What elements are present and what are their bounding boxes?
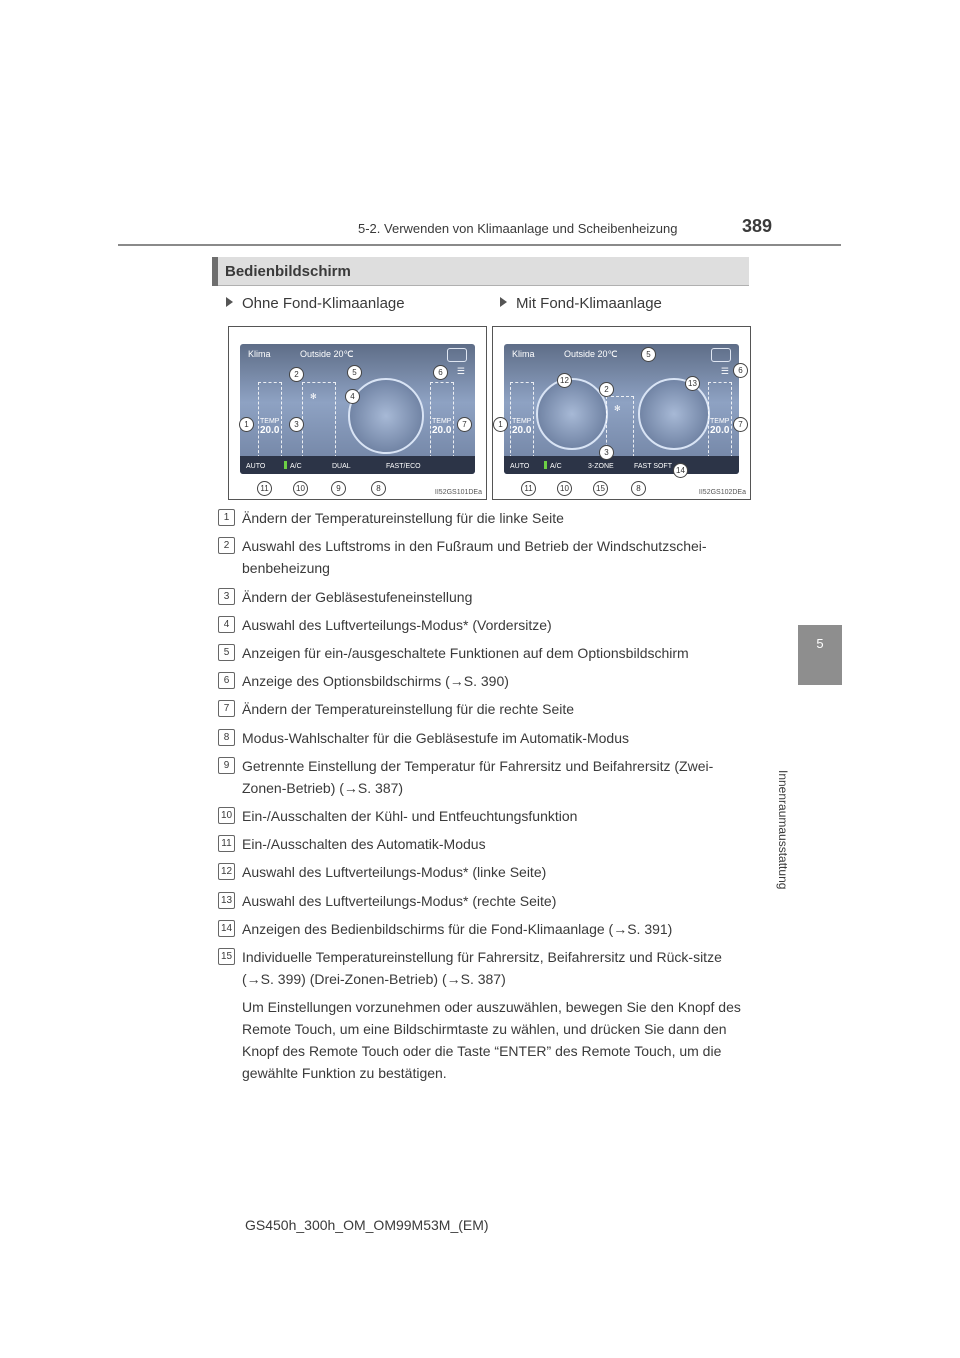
item-number-4: 4 (218, 616, 235, 633)
item-number-3: 3 (218, 588, 235, 605)
callout-8: 8 (371, 481, 386, 496)
ac-button: A/C (544, 461, 562, 470)
screen-title: Klima (248, 349, 271, 359)
temp-right-display: TEMP 20.0 (432, 418, 452, 436)
callout-11: 11 (257, 481, 272, 496)
callout-8: 8 (631, 481, 646, 496)
callout-7: 7 (733, 417, 748, 432)
item-number-11: 11 (218, 835, 235, 852)
chapter-tab (798, 625, 842, 685)
ac-button: A/C (284, 461, 302, 470)
item-text-11: Ein-/Ausschalten des Automatik-Modus (242, 836, 486, 852)
climate-screen (240, 344, 475, 474)
item-number-2: 2 (218, 537, 235, 554)
outside-temp: Outside 20℃ (300, 349, 354, 359)
item-number-9: 9 (218, 757, 235, 774)
item-text-7: Ändern der Temperatureinstellung für die rechte Seite (242, 701, 575, 717)
item-text-1: Ändern der Temperatureinstellung für die linke Seite (242, 510, 564, 526)
item-text-12: Auswahl des Luftverteilungs-Modus* (linke Seite) (242, 864, 547, 880)
callout-1: 1 (239, 417, 254, 432)
callout-5: 5 (347, 365, 362, 380)
screen-title: Klima (512, 349, 535, 359)
callout-15: 15 (593, 481, 608, 496)
callout-6: 6 (433, 365, 448, 380)
figure-climate-screen-2 (492, 326, 751, 500)
button-bar (240, 456, 475, 474)
callout-1: 1 (493, 417, 508, 432)
airflow-dial (348, 378, 424, 454)
options-list-icon: ☰ (456, 366, 465, 376)
callout-13: 13 (685, 376, 700, 391)
climate-screen (504, 344, 739, 474)
airflow-dial-right (638, 378, 710, 450)
callout-5: 5 (641, 347, 656, 362)
fast-soft-button: FAST SOFT (634, 463, 672, 470)
item-number-14: 14 (218, 920, 235, 937)
button-bar (504, 456, 739, 474)
three-zone-button: 3-ZONE (588, 463, 614, 470)
item-text-8: Modus-Wahlschalter für die Gebläsestufe im Automatik-Modus (242, 730, 629, 746)
callout-11: 11 (521, 481, 536, 496)
item-number-15: 15 (218, 948, 235, 965)
page-number: 389 (742, 216, 773, 236)
item-text-2: Auswahl des Luftstroms in den Fußraum und Betrieb der Windschutzschei-benbeheizung (242, 538, 707, 576)
chapter-number: 5 (816, 636, 824, 651)
airflow-dial-left (536, 378, 608, 450)
triangle-bullet-icon (226, 297, 233, 307)
item-text-5: Anzeigen für ein-/ausgeschaltete Funktionen auf dem Optionsbildschirm (242, 645, 689, 661)
dual-button: DUAL (332, 463, 351, 470)
item-number-13: 13 (218, 892, 235, 909)
callout-10: 10 (557, 481, 572, 496)
fan-speed-control (302, 382, 336, 458)
callout-6: 6 (733, 363, 748, 378)
item-text-14: Anzeigen des Bedienbildschirms für die Fond-Klimaanlage (→S. 391) (242, 921, 673, 937)
item-number-6: 6 (218, 672, 235, 689)
item-text-10: Ein-/Ausschalten der Kühl- und Entfeuchtungsfunktion (242, 808, 578, 824)
temp-left-display: TEMP 20.0 (260, 418, 280, 436)
callout-2: 2 (289, 367, 304, 382)
item-text-15: Individuelle Temperatureinstellung für Fahrersitz, Beifahrersitz und Rück-sitze (→S. 399) (Drei-Zonen-Betrieb) (→S. 387) (242, 949, 722, 987)
fan-icon: ✻ (310, 392, 317, 401)
callout-3: 3 (289, 417, 304, 432)
instruction-paragraph: Um Einstellungen vorzunehmen oder auszuwählen, bewegen Sie den Knopf des Remote Touch, um eine Bildschirmtaste zu wählen, und drücken Sie dann den Knopf des Remote Touch oder die Taste “ENTER” des Remote Touch, um die gewählte Funktion zu bestätigen. (242, 999, 741, 1081)
callout-4: 4 (345, 389, 360, 404)
callout-10: 10 (293, 481, 308, 496)
auto-button: AUTO (510, 463, 530, 470)
fast-eco-button: FAST/ECO (386, 463, 421, 470)
callout-7: 7 (457, 417, 472, 432)
section-heading-marker (212, 257, 218, 286)
figure-code: II52GS101DEa (434, 489, 482, 496)
figure-climate-screen-1 (228, 326, 487, 500)
fan-icon: ✻ (614, 404, 621, 413)
item-text-6: Anzeige des Optionsbildschirms (→S. 390) (242, 673, 509, 689)
figure-caption-right: Mit Fond-Klimaanlage (500, 295, 662, 312)
item-number-5: 5 (218, 644, 235, 661)
footer-code: GS450h_300h_OM_OM99M53M_(EM) (245, 1217, 489, 1233)
item-number-12: 12 (218, 863, 235, 880)
callout-2: 2 (599, 382, 614, 397)
callout-9: 9 (331, 481, 346, 496)
header-rule (118, 244, 841, 246)
temp-right-display: TEMP 20.0 (710, 418, 730, 436)
callout-3: 3 (599, 445, 614, 460)
callout-12: 12 (557, 373, 572, 388)
temp-left-display: TEMP 20.0 (512, 418, 532, 436)
chapter-label: Innenraumausstattung (776, 770, 790, 890)
auto-button: AUTO (246, 463, 266, 470)
item-text-4: Auswahl des Luftverteilungs-Modus* (Vordersitze) (242, 617, 552, 633)
item-number-10: 10 (218, 807, 235, 824)
running-header: 5-2. Verwenden von Klimaanlage und Scheibenheizung (358, 221, 678, 236)
item-text-13: Auswahl des Luftverteilungs-Modus* (rechte Seite) (242, 893, 557, 909)
item-number-8: 8 (218, 729, 235, 746)
triangle-bullet-icon (500, 297, 507, 307)
section-title: Bedienbildschirm (225, 263, 351, 280)
callout-14: 14 (673, 463, 688, 478)
return-icon (447, 348, 467, 362)
figure-code: II52GS102DEa (698, 489, 746, 496)
item-number-1: 1 (218, 509, 235, 526)
item-number-7: 7 (218, 700, 235, 717)
item-text-9: Getrennte Einstellung der Temperatur für Fahrersitz und Beifahrersitz (Zwei-Zonen-Betrieb) (→S. 387) (242, 758, 714, 796)
figure-caption-left: Ohne Fond-Klimaanlage (226, 295, 405, 312)
return-icon (711, 348, 731, 362)
item-text-3: Ändern der Gebläsestufeneinstellung (242, 589, 473, 605)
options-list-icon: ☰ (720, 366, 729, 376)
outside-temp: Outside 20℃ (564, 349, 618, 359)
